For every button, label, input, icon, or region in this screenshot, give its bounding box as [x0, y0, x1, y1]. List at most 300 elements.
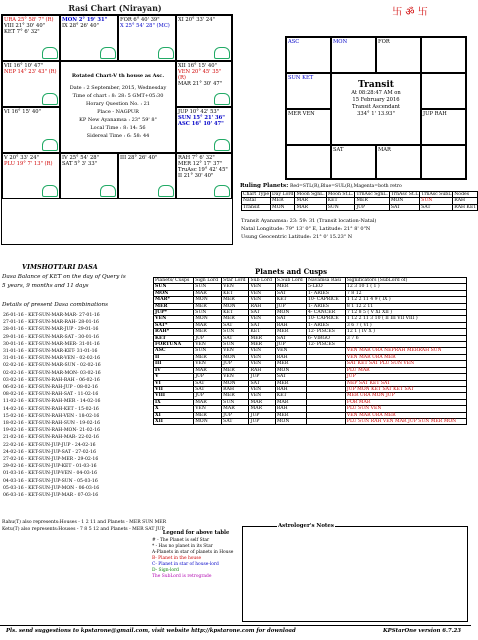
- rasi-text: IX 28° 26' 40": [62, 23, 99, 29]
- ruling-legend: Red=STL(R),Blue=SUL(R),Magenta=both retro: [289, 184, 402, 189]
- planets-cell: MON: [222, 380, 249, 386]
- planets-cell: KET: [275, 393, 306, 399]
- planets-cell: SAT: [249, 310, 275, 316]
- planets-cell: MAR: [194, 399, 222, 405]
- rasi-text: VII 16° 10' 47": [4, 63, 43, 69]
- planets-cell: SUN: [222, 329, 249, 335]
- planets-cell: SAT: [275, 335, 306, 341]
- cancer-symbol-icon: [214, 47, 230, 59]
- planets-cell: V: [154, 374, 194, 380]
- rasi-text: MER 12° 17' 37": [178, 161, 223, 167]
- planets-cell: VI: [154, 380, 194, 386]
- ruling-cell: KET: [326, 198, 355, 204]
- planets-cell: JUP: [222, 361, 249, 367]
- planets-cell: VEN: [222, 348, 249, 354]
- rasi-cell-scorpio: [118, 153, 176, 199]
- ruling-planets-table: [241, 191, 478, 211]
- transit-cell: [421, 109, 466, 145]
- planets-cell: SAT: [275, 374, 306, 380]
- planets-cell: RAH: [275, 406, 306, 412]
- dasa-row: 02-02-16 - KET-SUN-MAR-SUN - 02-02-16: [3, 363, 101, 369]
- planets-cell: 1 12 2 11 4 9 ( IX ): [345, 297, 466, 303]
- rasi-text: III 28° 26' 40": [120, 155, 158, 161]
- planets-header-cell: Star Lord: [222, 278, 249, 284]
- scorpio-symbol-icon: [158, 185, 174, 197]
- rasi-chart-title: Rasi Chart (Nirayan): [68, 3, 162, 13]
- planets-cell: SAT: [194, 386, 222, 392]
- dasa-balance: [2, 273, 147, 291]
- planets-cell: PLU MAR: [345, 367, 466, 373]
- planets-cell: RAH*: [154, 329, 194, 335]
- rasi-center-info: [60, 61, 176, 153]
- planets-cell: SUN: [222, 399, 249, 405]
- planets-cell: 5-LEO: [306, 284, 345, 290]
- planets-cell: JUP: [194, 374, 222, 380]
- planets-cell: III: [154, 361, 194, 367]
- planets-cell: MER: [154, 303, 194, 309]
- rasi-text: II 21° 30' 40": [178, 173, 214, 179]
- ruling-cell: SUN: [420, 198, 453, 204]
- ruling-cell: RAH KET: [454, 204, 477, 210]
- planets-cell: VEN: [194, 361, 222, 367]
- aries-symbol-icon: [42, 47, 58, 59]
- ruling-cell: MER: [355, 198, 389, 204]
- planets-cell: FOR MAR: [345, 399, 466, 405]
- dasa-row: 11-02-16 - KET-SUN-RAH-MER - 14-02-16: [3, 399, 101, 405]
- planets-cell: MAR: [249, 399, 275, 405]
- dasa-row: 24-02-16 - KET-SUN-JUP-SAT - 27-02-16: [3, 449, 97, 455]
- virgo-symbol-icon: [214, 139, 230, 151]
- planets-cell: MER: [194, 412, 222, 418]
- planets-cell: PLU SUN VEN: [345, 406, 466, 412]
- rasi-text: KET 7° 6' 32": [4, 29, 40, 35]
- planets-cell: 12 1 ( IV X ): [345, 329, 466, 335]
- planets-cell: MON: [154, 290, 194, 296]
- ruling-cell: Transit: [242, 204, 271, 210]
- ruling-cell: JUP: [355, 204, 389, 210]
- legend-item: The SubLord is retrograde: [152, 574, 212, 579]
- dasa-row: 29-02-16 - KET-SUN-JUP-KET - 01-03-16: [3, 464, 97, 470]
- rasi-text: NEP 14° 23' 43" (R): [4, 69, 57, 75]
- transit-cell: [286, 109, 331, 145]
- dasa-row: 31-01-16 - KET-SUN-MAR-VEN - 02-02-16: [3, 356, 101, 362]
- dasa-row: 19-02-16 - KET-SUN-RAH-MON- 21-02-16: [3, 428, 100, 434]
- dasa-row: 04-03-16 - KET-SUN-JUP-SUN - 05-03-16: [3, 478, 98, 484]
- planets-cell: VEN: [194, 342, 222, 348]
- planets-cell: MER: [275, 329, 306, 335]
- planets-cell: KET: [154, 335, 194, 341]
- planets-cell: MER: [194, 329, 222, 335]
- transit-text: ASC: [288, 39, 300, 45]
- planets-cell: MER: [222, 316, 249, 322]
- transit-text: SAT: [333, 147, 344, 153]
- planets-cell: SAT: [222, 418, 249, 424]
- dasa-list: [3, 312, 153, 499]
- planets-header-cell: Sub Lord: [249, 278, 275, 284]
- transit-cell: [286, 145, 331, 179]
- planets-cell: SAT: [222, 335, 249, 341]
- planets-cell: MON: [275, 310, 306, 316]
- center-horary: Horary Question No. : 21: [86, 101, 150, 107]
- capricorn-symbol-icon: [42, 185, 58, 197]
- ruling-header-cell: Moon St.L.: [327, 192, 354, 197]
- planets-cell: VEN: [154, 316, 194, 322]
- center-time: Time of chart : 8: 28: 5 GMT+05:30: [72, 93, 164, 99]
- rasi-text: JUP 10° 42' 53": [178, 109, 220, 115]
- rahu-represents: Rahu(T) also represents:Houses - 1 2 11 and Planets - MER SUN MER: [2, 520, 167, 525]
- planets-cell: KET: [222, 290, 249, 296]
- planets-cell: 12- PISCES: [306, 342, 345, 348]
- planets-cell: RAH: [275, 354, 306, 360]
- rasi-cell-aquarius: [2, 107, 60, 153]
- planets-cell: JUP: [249, 412, 275, 418]
- planets-cell: SUN: [222, 342, 249, 348]
- center-heading: Rotated Chart-V th house as Asc.: [71, 73, 165, 79]
- sagittarius-symbol-icon: [100, 185, 116, 197]
- ruling-cell: SAT: [420, 204, 453, 210]
- rasi-chart: [1, 14, 233, 245]
- center-sidereal-time: Sidereal Time : 6: 58: 44: [86, 133, 150, 139]
- rasi-text: SAT 5° 3' 33": [62, 161, 98, 167]
- dasa-row: 31-01-16 - KET-SUN-MAR-KET- 31-01-16: [3, 349, 98, 355]
- legend-item: D- Sign-lord: [152, 568, 179, 573]
- planets-row: [154, 418, 467, 424]
- planets-cell: 3 6 7 ( VI ): [345, 322, 466, 328]
- planets-cell: JUP: [345, 374, 466, 380]
- planets-cell: VEN: [249, 290, 275, 296]
- ruling-cell: SAT: [389, 204, 419, 210]
- planets-cell: ASC: [154, 348, 194, 354]
- planets-cell: SAT: [249, 322, 275, 328]
- planets-cell: SAT: [194, 380, 222, 386]
- rasi-text: V 20° 33' 24": [4, 155, 39, 161]
- footer-contact[interactable]: Pls. send suggestions to kpstarone@gmail.com, visit website http://kpstarone.com for download: [6, 628, 296, 634]
- planets-cell: MER URA MON JUP: [345, 393, 466, 399]
- dasa-row: 01-03-16 - KET-SUN-JUP-VEN - 04-03-16: [3, 471, 98, 477]
- planets-cell: 6- VIRGO: [306, 335, 345, 341]
- planets-cell: VEN: [222, 374, 249, 380]
- transit-cell: [331, 145, 376, 179]
- rasi-cell-capricorn: [2, 153, 60, 199]
- dasa-row: 26-01-16 - KET-SUN-MAR-MAR- 27-01-16: [3, 313, 100, 318]
- dasa-row: 03-02-16 - KET-SUN-RAH-RAH - 06-02-16: [3, 377, 100, 383]
- planets-cell: XII: [154, 418, 194, 424]
- ruling-label: Ruling Planets:: [240, 183, 289, 189]
- center-date: Date : 2 September, 2015, Wednesday: [69, 85, 167, 91]
- transit-ayanamsa: Transit Ayanamsa: 23: 59: 31 (Transit location-Natal): [241, 218, 377, 224]
- planets-cell: MER: [275, 380, 306, 386]
- planets-cell: MON: [275, 418, 306, 424]
- planets-cell: 1- ARIES: [306, 290, 345, 296]
- ruling-header-cell: TrnAsc SubL: [421, 192, 452, 197]
- planets-cell: NEP SAT KET SAT: [345, 380, 466, 386]
- planets-cell: MON: [222, 354, 249, 360]
- planets-cell: FORTUNA: [154, 342, 194, 348]
- taurus-symbol-icon: [100, 47, 116, 59]
- planets-cell: SAT: [222, 322, 249, 328]
- dasa-row: 27-02-16 - KET-SUN-JUP-MER - 29-02-16: [3, 457, 99, 463]
- planets-cell: JUP: [222, 412, 249, 418]
- rasi-text: ASC 16° 10' 47": [178, 121, 224, 127]
- planets-cell: VEN: [249, 393, 275, 399]
- legend-item: * - Has no planet in its Star: [152, 544, 213, 549]
- om-symbol-header: 卐 ॐ 卐: [392, 7, 428, 18]
- planets-cell: 7 8 12: [345, 290, 466, 296]
- ruling-header-cell: Chart Type: [243, 192, 270, 197]
- rasi-text: MON 2° 19' 31": [62, 17, 108, 23]
- ruling-cell: SUN: [326, 204, 355, 210]
- planets-cell: MON: [275, 367, 306, 373]
- planets-cell: IX: [154, 399, 194, 405]
- planets-cell: VEN: [249, 316, 275, 322]
- dasa-row: 29-01-16 - KET-SUN-MAR-SAT - 30-01-16: [3, 334, 99, 340]
- transit-center: [331, 73, 421, 145]
- planets-cell: 3 7 6: [345, 335, 466, 341]
- transit-title: Transit: [358, 80, 394, 90]
- planets-cell: RAH: [222, 386, 249, 392]
- rasi-text: VEN 20° 45' 35" (R): [178, 69, 222, 81]
- ruling-header-cell: Day Lord: [272, 192, 294, 197]
- planets-header-cell: Sign Lord: [194, 278, 222, 284]
- ruling-cell: MAR: [295, 198, 326, 204]
- notes-title: Astrologer's Notes: [278, 523, 334, 529]
- legend-item: C- Planet in star of house-lord: [152, 562, 219, 567]
- rasi-text: URA 25° 58' 7" (R): [4, 17, 54, 23]
- planets-cell: 1 12 2 11 3 10 ( II III VII VIII ): [345, 316, 466, 322]
- dasa-row: 30-01-16 - KET-SUN-MAR-MER- 31-01-16: [3, 341, 100, 347]
- planets-cell: 1- ARIES: [306, 303, 345, 309]
- dasa-row: 21-02-16 - KET-SUN-RAH-MAR- 22-02-16: [3, 435, 99, 441]
- transit-cell: [286, 73, 331, 109]
- planets-cell: MER: [249, 335, 275, 341]
- planets-cell: JUP*: [154, 310, 194, 316]
- legend-item: # - The Planet is self Star: [152, 538, 210, 543]
- dasa-row: 18-02-16 - KET-SUN-RAH-SUN - 19-02-16: [3, 421, 100, 427]
- rasi-cell-sagittarius: [60, 153, 118, 199]
- planets-cell: VEN: [275, 348, 306, 354]
- rasi-text: MAR 21° 30' 47": [178, 81, 223, 87]
- planets-cell: MAR: [275, 399, 306, 405]
- planets-cell: JUP: [249, 418, 275, 424]
- planets-cell: JUP: [194, 393, 222, 399]
- ruling-cell: Natal: [242, 198, 271, 204]
- planets-cell: VEN: [249, 297, 275, 303]
- planets-cell: VII: [154, 386, 194, 392]
- gemini-symbol-icon: [158, 47, 174, 59]
- planets-cell: MON: [194, 297, 222, 303]
- planets-cell: SAT KET SAT PLU SUN VEN: [345, 361, 466, 367]
- center-place: Place - NAGPUR: [97, 109, 139, 115]
- planets-cell: VEN: [249, 284, 275, 290]
- planets-cell: 8 1 12 2 11: [345, 303, 466, 309]
- planets-cell: MON: [194, 418, 222, 424]
- astrologers-notes-box[interactable]: [242, 523, 468, 622]
- dasa-row: 27-01-16 - KET-SUN-MAR-RAH- 28-01-16: [3, 320, 99, 326]
- planets-cell: JUP: [249, 374, 275, 380]
- planets-cell: JUP: [275, 342, 306, 348]
- planets-cell: KET: [275, 297, 306, 303]
- planets-cell: MAR*: [154, 297, 194, 303]
- transit-text: MER VEN: [288, 111, 315, 117]
- rasi-text: TruAsc 19° 42' 45": [178, 167, 228, 173]
- rasi-text: VIII 21° 30' 40": [4, 23, 46, 29]
- aquarius-symbol-icon: [42, 139, 58, 151]
- planets-cell: MON: [194, 316, 222, 322]
- dasa-row: 14-02-16 - KET-SUN-RAH-KET - 15-02-16: [3, 406, 99, 412]
- natal-longitude: Natal Longitude: 79° 13' 0" E, Latitude: 21° 8' 0"N: [241, 226, 371, 232]
- planets-cell: SAT: [275, 290, 306, 296]
- transit-date: 15 February 2016: [352, 97, 400, 103]
- transit-text: JUP RAH: [423, 111, 447, 117]
- transit-text: MAR: [378, 147, 391, 153]
- ruling-planets-header: [240, 183, 470, 189]
- planets-header-cell: Planets/ Cusps: [154, 278, 194, 284]
- dasa-row: 06-03-16 - KET-SUN-JUP-MAR - 07-03-16: [3, 493, 99, 499]
- transit-asc-value: 334° 1' 13.93": [357, 111, 395, 117]
- transit-text: SUN KET: [288, 75, 314, 81]
- planets-cell: MER: [194, 303, 222, 309]
- planets-cell: XI: [154, 412, 194, 418]
- planets-cell: MER: [222, 367, 249, 373]
- ruling-cell: MAR: [295, 204, 326, 210]
- rasi-cell-leo: [176, 61, 232, 107]
- planets-cell: 10- CAPRICE: [306, 297, 345, 303]
- ruling-header-cell: TrnAsc SgnL.: [356, 192, 388, 197]
- center-local-time: Local Time : 8: 14: 56: [90, 125, 146, 131]
- planets-cell: MER: [222, 297, 249, 303]
- rasi-text: VI 16° 15' 40": [4, 109, 41, 115]
- dasa-row: 05-03-16 - KET-SUN-JUP-MON - 06-03-16: [3, 485, 100, 491]
- transit-text: FOR: [378, 39, 390, 45]
- ruling-header-cell: Moon SgnL.: [296, 192, 325, 197]
- planets-cell: MER: [275, 412, 306, 418]
- transit-chart: [285, 36, 467, 180]
- dasa-title: VIMSHOTTARI DASA: [22, 263, 98, 271]
- planets-cell: MER: [222, 393, 249, 399]
- planets-cell: RAH: [249, 303, 275, 309]
- planets-cell: MER: [194, 354, 222, 360]
- rasi-cell-taurus: [60, 15, 118, 61]
- dasa-details-heading: Details of present Dasa combinations: [2, 302, 108, 308]
- planets-cell: RAH: [275, 322, 306, 328]
- ruling-cell: MON: [271, 204, 295, 210]
- planets-cell: [306, 418, 345, 424]
- dasa-row: 06-02-16 - KET-SUN-RAH-JUP - 08-02-16: [3, 385, 98, 391]
- planets-cell: KET: [249, 329, 275, 335]
- planets-cell: 4- CANCER: [306, 310, 345, 316]
- rasi-cell-pisces: [2, 61, 60, 107]
- planets-cell: VEN: [222, 284, 249, 290]
- transit-time: At 08:28:47 AM on: [351, 90, 401, 96]
- center-ayanamsa: KP New Ayanamsa : 23° 59' 8": [79, 117, 157, 123]
- transit-cell: [376, 37, 421, 73]
- planets-cell: MON: [222, 303, 249, 309]
- rasi-text: SUN 15° 21' 36": [178, 115, 225, 121]
- legend-item: B- Planet in the house: [152, 556, 202, 561]
- ruling-cell: RAH: [453, 198, 478, 204]
- transit-text: MON: [333, 39, 348, 45]
- transit-asc-label: Transit Ascendant: [352, 104, 400, 110]
- rasi-text: RAH 7° 6' 32": [178, 155, 215, 161]
- rasi-text: IV 25° 54' 28": [62, 155, 99, 161]
- planets-cell: X: [154, 406, 194, 412]
- dasa-row: 15-02-16 - KET-SUN-RAH-VEN - 18-02-16: [3, 413, 100, 419]
- rasi-cell-libra: [176, 153, 232, 199]
- footer-version: KPStarOne version 6.7.23: [383, 628, 462, 634]
- planets-cell: 12- PISCES: [306, 329, 345, 335]
- rasi-text: XI 20° 33' 24": [178, 17, 215, 23]
- ketu-represents: Ketu(T) also represents:Houses - 7 8 5 12 and Planets - MER SAT JUP: [2, 527, 165, 532]
- legend-box: [152, 526, 240, 622]
- legend-item: A-Planets in star of planets in House: [152, 550, 234, 555]
- rasi-cell-cancer: [176, 15, 232, 61]
- planets-cell: SUN: [194, 348, 222, 354]
- transit-cell: [331, 37, 376, 73]
- planets-cell: VEN MAR URA MER: [345, 412, 466, 418]
- transit-cell: [421, 37, 466, 73]
- planets-cell: JUP: [275, 303, 306, 309]
- dasa-row: 08-02-16 - KET-SUN-RAH-SAT - 11-02-16: [3, 392, 99, 398]
- planets-title: Planets and Cusps: [255, 267, 328, 276]
- planets-cell: 7 12 8 5 ( V XI XII ): [345, 310, 466, 316]
- rasi-cell-virgo: [176, 107, 232, 153]
- planets-cell: MAR: [222, 406, 249, 412]
- planets-header-cell: Significators (SubLord of): [345, 278, 466, 284]
- planets-cell: MAR: [249, 406, 275, 412]
- planets-cell: MAR: [194, 290, 222, 296]
- dasa-row: 22-02-16 - KET-SUN-JUP-JUP - 24-02-16: [3, 442, 96, 448]
- planets-cell: 1- ARIES: [306, 322, 345, 328]
- planets-cell: MER: [275, 361, 306, 367]
- planets-cell: VEN MAR URA MER: [345, 354, 466, 360]
- planets-cell: MAR: [194, 322, 222, 328]
- planets-cell: JUP: [194, 335, 222, 341]
- ruling-footer: [241, 217, 469, 241]
- rasi-cell-aries: [2, 15, 60, 61]
- planets-cell: MAR: [194, 367, 222, 373]
- libra-symbol-icon: [214, 185, 230, 197]
- planets-cell: RAH: [275, 386, 306, 392]
- ruling-header-cell: Nodes: [453, 192, 478, 198]
- planets-cell: II: [154, 354, 194, 360]
- planets-cell: SAT: [275, 316, 306, 322]
- rasi-text: PLU 19° 7' 13" (R): [4, 161, 53, 167]
- planets-cell: SAT*: [154, 322, 194, 328]
- rasi-cell-gemini: [118, 15, 176, 61]
- dasa-balance-line: Dasa Balance of KET on the day of Query is: [2, 274, 126, 280]
- planets-cell: VEN: [249, 348, 275, 354]
- transit-cell: [376, 145, 421, 179]
- planets-cell: VEN MAR URA NEPRAH MERRAH SUN: [345, 348, 466, 354]
- rasi-text: XII 16° 15' 40": [178, 63, 217, 69]
- planets-cell: 10- CAPRICE: [306, 316, 345, 322]
- transit-cell: [421, 73, 466, 109]
- planets-cell: VEN: [249, 354, 275, 360]
- dasa-balance-line: 5 years, 9 months and 11 days: [2, 283, 89, 289]
- planets-cell: RAH: [249, 367, 275, 373]
- planets-cell: JUP MON KET SAT KET SAT: [345, 386, 466, 392]
- planets-cell: SUN: [194, 310, 222, 316]
- dasa-row: 28-01-16 - KET-SUN-MAR-JUP - 29-01-16: [3, 327, 99, 333]
- planets-cell: MER: [249, 342, 275, 348]
- planets-cell: SUN: [154, 284, 194, 290]
- pisces-symbol-icon: [42, 93, 58, 105]
- ruling-cell: MER: [271, 198, 295, 204]
- planets-header-cell: Navamsa Rasi: [306, 278, 345, 284]
- planets-cell: PLU SUN RAH VEN MAR JUP SUN MER MON: [345, 418, 466, 424]
- ruling-header-cell: TrnAsc St.L: [390, 192, 419, 197]
- planets-cusps-table: [153, 277, 467, 425]
